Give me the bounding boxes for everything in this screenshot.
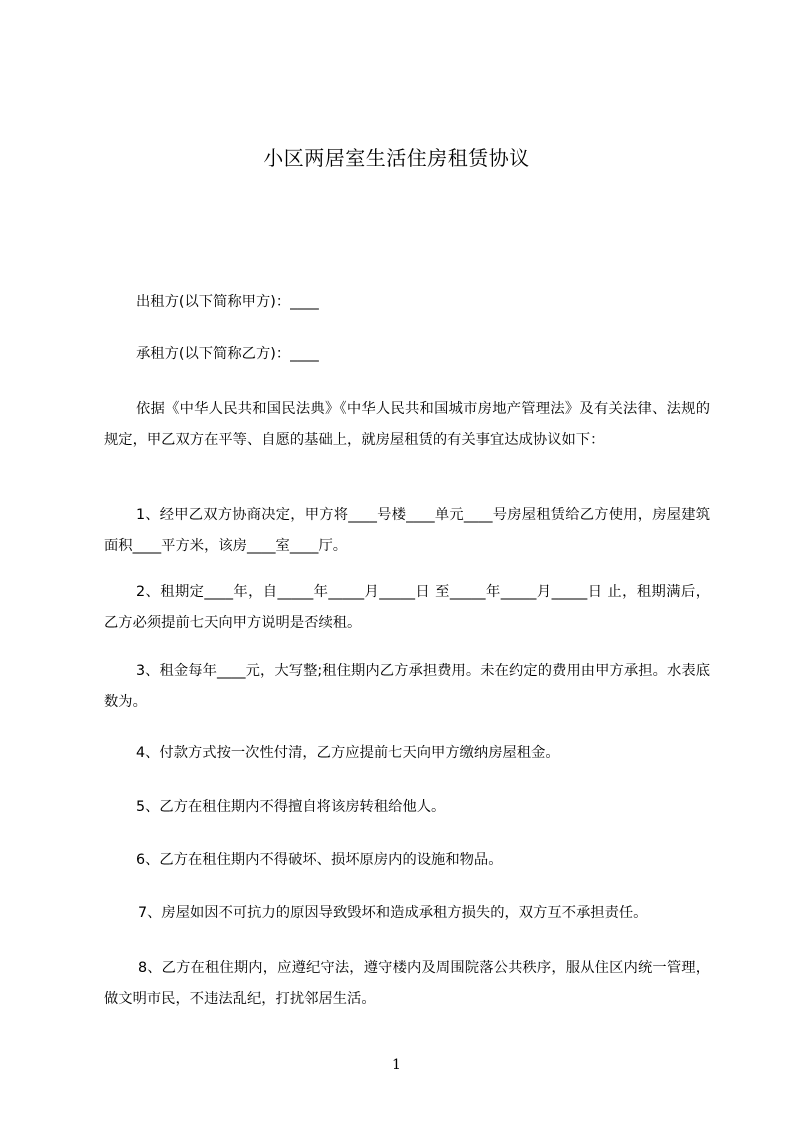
document-title: 小区两居室生活住房租赁协议 <box>263 146 530 170</box>
clause-7: 7、房屋如因不可抗力的原因导致毁坏和造成承租方损失的，双方互不承担责任。 <box>138 905 648 921</box>
clause-6: 6、乙方在租住期内不得破坏、损坏原房内的设施和物品。 <box>136 852 503 868</box>
preamble-paragraph: 依据《中华人民共和国民法典》《中华人民共和国城市房地产管理法》及有关法律、法规的规定，甲乙双方在平等、自愿的基础上，就房屋租赁的有关事宜达成协议如下： <box>104 401 710 448</box>
clause-8: 8、乙方在租住期内，应遵纪守法，遵守楼内及周围院落公共秩序，服从住区内统一管理，做文明市民，不违法乱纪，打扰邻居生活。 <box>104 960 710 1007</box>
clause-2: 2、租期定____年，自_____年_____月_____日 至_____年_____月_____日 止，租期满后，乙方必须提前七天向甲方说明是否续租。 <box>104 584 710 631</box>
clause-3: 3、租金每年____元，大写整;租住期内乙方承担费用。未在约定的费用由甲方承担。水表底数为。 <box>104 663 710 710</box>
party-a-line: 出租方(以下简称甲方)：____ <box>136 294 319 310</box>
clause-4: 4、付款方式按一次性付清，乙方应提前七天向甲方缴纳房屋租金。 <box>136 745 560 761</box>
party-b-line: 承租方(以下简称乙方)：____ <box>136 346 319 362</box>
clause-5: 5、乙方在租住期内不得擅自将该房转租给他人。 <box>136 799 446 815</box>
clause-1: 1、经甲乙双方协商决定，甲方将____号楼____单元____号房屋租赁给乙方使用，房屋建筑面积____平方米，该房____室____厅。 <box>104 507 710 554</box>
page-number: 1 <box>392 1057 401 1073</box>
